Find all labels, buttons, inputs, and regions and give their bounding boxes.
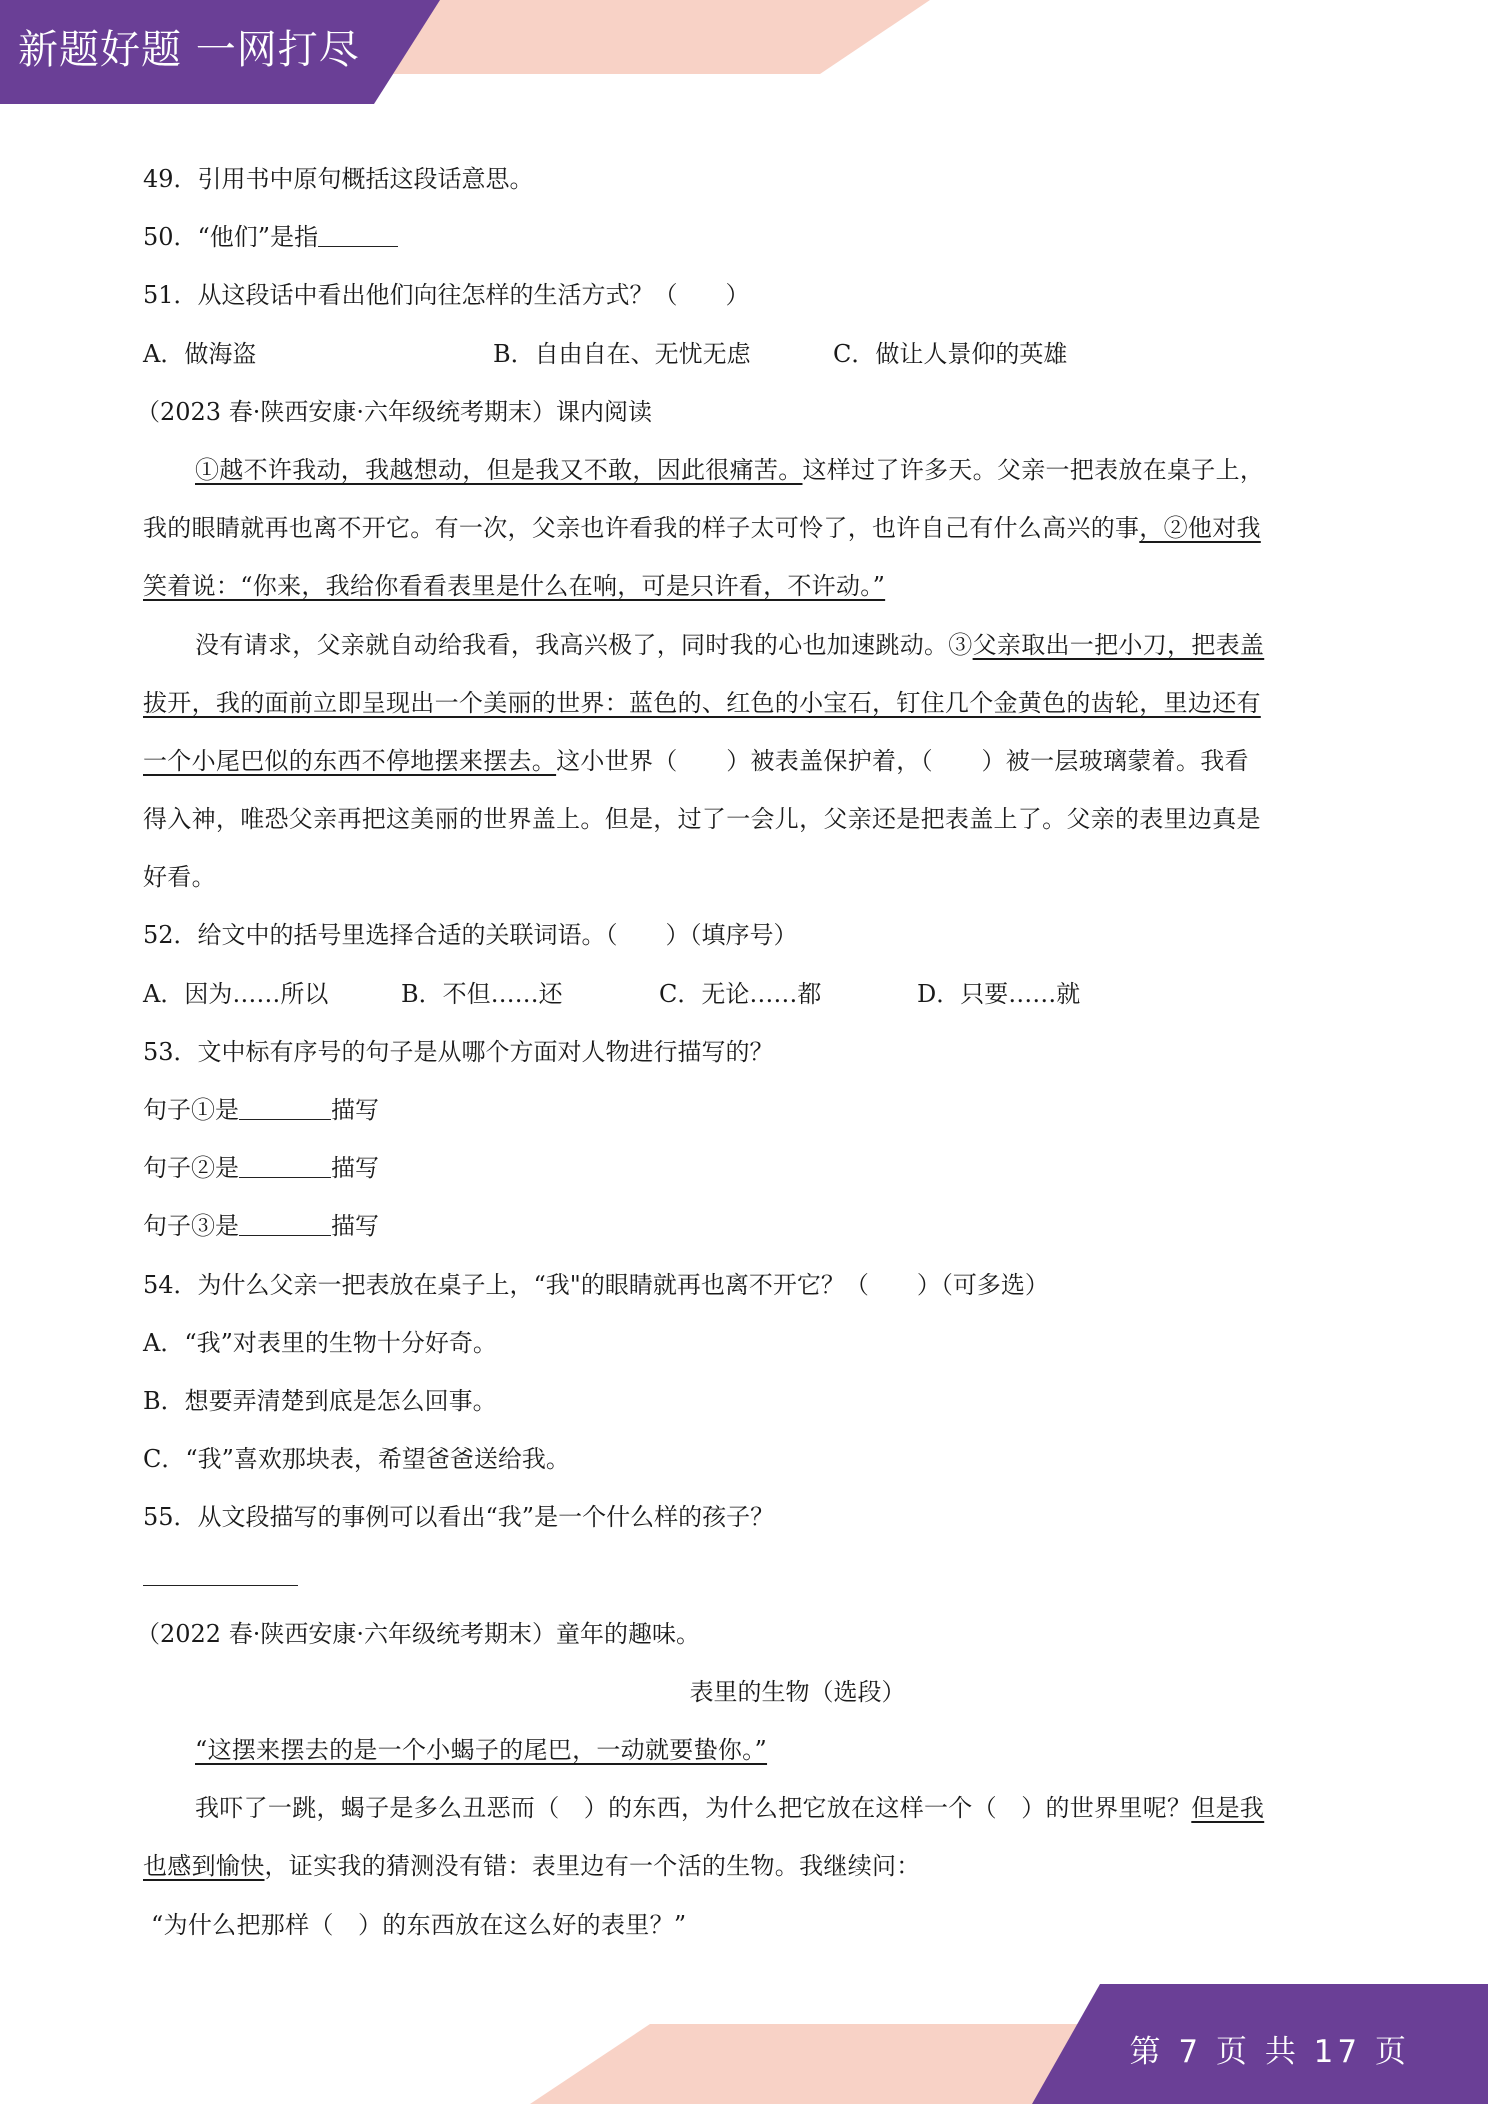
passage1-line-2 [143,499,1348,557]
question-51: 51．从这段话中看出他们向往怎样的生活方式？（ ） [143,281,750,310]
answer-blank [318,218,398,247]
option-a: A．做海盗 [143,339,257,368]
question-52: 52．给文中的括号里选择合适的关联词语。（ ）（填序号） [143,921,798,950]
question-53-sentence-2 [143,1139,1348,1197]
passage1-line-8: 好看。 [143,863,216,892]
underlined-sentence-2-start: ，②他对我 [1139,514,1261,543]
sentence-suffix: 描写 [331,1212,379,1241]
passage1-line-5 [143,674,1348,732]
header-title: 新题好题 一网打尽 [18,27,360,73]
underlined-phrase-end: 也感到愉快 [143,1852,265,1881]
question-51-options [143,325,1348,383]
passage2-line-4: “为什么把那样（ ）的东西放在这么好的表里？” [151,1910,687,1939]
sentence-label: 句子③是 [143,1212,239,1241]
underlined-sentence-2-end: 笑着说：“你来，我给你看看表里是什么在响，可是只许看，不许动。” [143,572,886,601]
question-49: 49．引用书中原句概括这段话意思。 [143,165,534,193]
passage-text: 我吓了一跳，蝎子是多么丑恶而（ ）的东西，为什么把它放在这样一个（ ）的世界里呢？ [195,1794,1192,1823]
passage-text: 我的眼睛就再也离不开它。有一次，父亲也许看我的样子太可怜了，也许自己有什么高兴的事 [143,514,1140,543]
passage1-line-3 [143,557,1348,615]
question-52-options [143,965,1348,1023]
question-50-text: 50．“他们”是指 [143,223,319,252]
passage-text: 这小世界（ ）被表盖保护着，（ ）被一层玻璃蒙着。我看 [556,746,1249,775]
question-54-option-b: B．想要弄清楚到底是怎么回事。 [143,1386,497,1415]
passage2-title: 表里的生物（选段） [689,1677,906,1706]
sentence-label: 句子②是 [143,1154,239,1183]
sentence-label: 句子①是 [143,1096,239,1124]
sentence-suffix: 描写 [331,1096,379,1124]
answer-blank [239,1207,331,1236]
answer-blank [239,1091,331,1120]
passage-text: ，证实我的猜测没有错：表里边有一个活的生物。我继续问： [264,1852,921,1881]
question-55: 55．从文段描写的事例可以看出“我”是一个什么样的孩子？ [143,1503,775,1532]
page-number: 第 7 页 共 17 页 [1129,2034,1410,2070]
underlined-sentence-3-mid: 拔开，我的面前立即呈现出一个美丽的世界：蓝色的、红色的小宝石，钉住几个金黄色的齿轮，里边还有 [143,688,1261,717]
underlined-phrase-start: 但是我 [1191,1794,1265,1823]
source-line-2: （2022 春·陕西安康·六年级统考期末）童年的趣味。 [136,1619,700,1648]
question-55-answer-line [143,1547,1348,1605]
source-line-1: （2023 春·陕西安康·六年级统考期末）课内阅读 [136,397,652,426]
question-53-sentence-3 [143,1197,1348,1255]
question-54: 54．为什么父亲一把表放在桌子上，“我"的眼睛就再也离不开它？（ ）（可多选） [143,1270,1049,1299]
question-53-sentence-1 [143,1081,1348,1139]
question-50 [143,208,1348,266]
passage1-line-7: 得入神，唯恐父亲再把这美丽的世界盖上。但是，过了一会儿，父亲还是把表盖上了。父亲的表里边真是 [143,805,1261,834]
question-54-option-c: C．“我”喜欢那块表，希望爸爸送给我。 [143,1445,570,1474]
underlined-sentence-3-start: 父亲取出一把小刀，把表盖 [972,630,1265,659]
passage2-line-3 [143,1837,1348,1895]
passage1-line-6 [143,732,1348,790]
question-53: 53．文中标有序号的句子是从哪个方面对人物进行描写的？ [143,1037,774,1066]
passage2-line-2 [143,1779,1348,1837]
answer-blank [143,1557,298,1586]
question-54-option-a: A．“我”对表里的生物十分好奇。 [143,1328,497,1357]
passage1-line-4 [143,616,1348,674]
option-b: B．自由自在、无忧无虑 [493,339,751,368]
underlined-quote: “这摆来摆去的是一个小蝎子的尾巴，一动就要蛰你。” [195,1736,768,1765]
underlined-sentence-1: ①越不许我动，我越想动，但是我又不敢，因此很痛苦。 [195,455,803,484]
option-c: C．做让人景仰的英雄 [833,339,1068,368]
option-a: A．因为……所以 [143,979,329,1008]
option-c: C．无论……都 [659,979,822,1008]
passage-text: 这样过了许多天。父亲一把表放在桌子上， [802,455,1265,484]
passage2-line-1 [143,1721,1348,1779]
sentence-suffix: 描写 [331,1154,379,1183]
option-d: D．只要……就 [917,979,1081,1008]
passage1-line-1 [143,441,1348,499]
answer-blank [239,1149,331,1178]
passage-text: 没有请求，父亲就自动给我看，我高兴极了，同时我的心也加速跳动。③ [195,630,973,659]
underlined-sentence-3-end: 一个小尾巴似的东西不停地摆来摆去。 [143,746,557,775]
document-body [136,150,1348,1954]
option-b: B．不但……还 [401,979,563,1008]
